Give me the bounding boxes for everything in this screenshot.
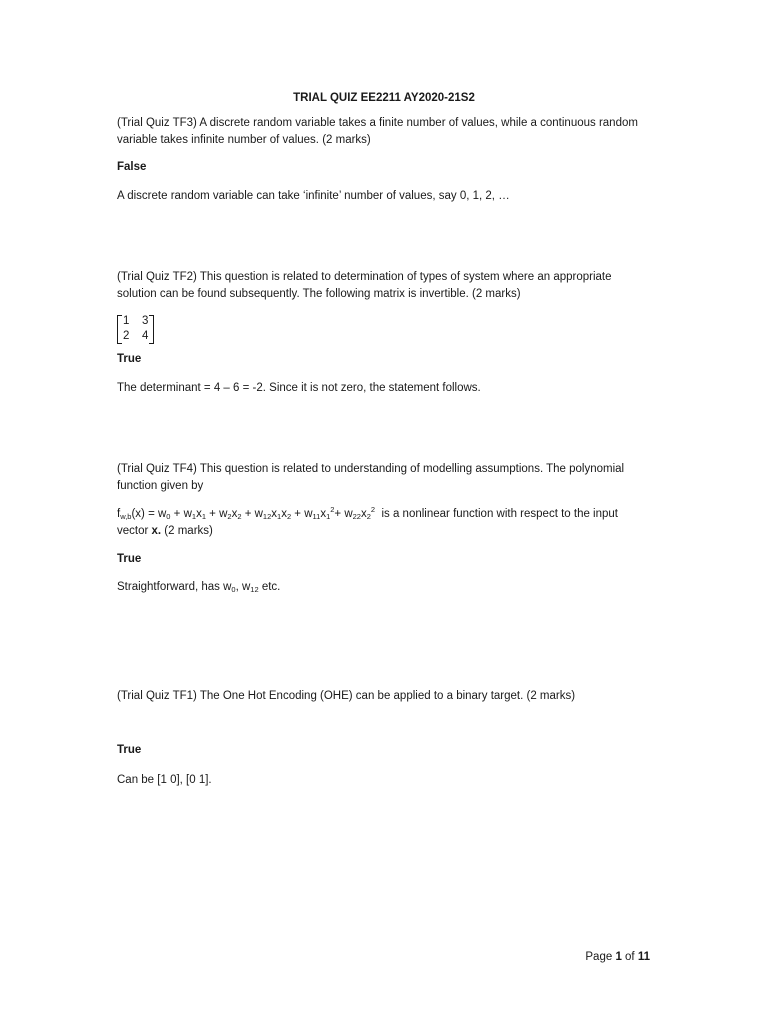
matrix-cell-r1c1: 1 <box>123 315 130 327</box>
question-tf2: (Trial Quiz TF2) This question is related to determination of types of system where an appropriate solution can be found subsequently. The following matrix is invertible. (2 marks) <box>117 271 612 300</box>
explanation-tf2: The determinant = 4 – 6 = -2. Since it is not zero, the statement follows. <box>117 382 481 394</box>
answer-tf1: True <box>117 744 142 756</box>
answer-tf2: True <box>117 353 142 365</box>
answer-tf3: False <box>117 161 147 173</box>
explanation-tf1: Can be [1 0], [0 1]. <box>117 774 212 786</box>
matrix-cell-r1c2: 3 <box>142 315 149 327</box>
matrix-left-bracket <box>117 315 122 344</box>
page-title: TRIAL QUIZ EE2211 AY2020-21S2 <box>293 92 475 104</box>
question-tf4: (Trial Quiz TF4) This question is related to understanding of modelling assumptions. The polynomial function given by <box>117 463 625 492</box>
matrix-cell-r2c2: 4 <box>142 330 149 342</box>
page-number: Page 1 of 11 <box>585 951 650 963</box>
explanation-tf3: A discrete random variable can take ‘infinite’ number of values, say 0, 1, 2, … <box>117 190 510 202</box>
explanation-tf4: Straightforward, has $w_0$, $w_{12}$ etc. <box>117 581 281 594</box>
question-tf1: (Trial Quiz TF1) The One Hot Encoding (OHE) can be applied to a binary target. (2 marks) <box>117 690 576 702</box>
matrix <box>117 314 157 344</box>
answer-tf4: True <box>117 553 142 565</box>
matrix-right-bracket <box>149 315 154 344</box>
formula-tf4: $f_{w,b}(x) = w_0 + w_1x_1 + w_2x_2 + w_{12}x_1x_2 + w_{11}x_1^2+ w_{22}x_2^2$ is a nonlinear function with respect to the input vector x. (2 marks) <box>117 505 622 537</box>
question-tf3: (Trial Quiz TF3) A discrete random variable takes a finite number of values, while a continuous random variable takes infinite number of values. (2 marks) <box>117 117 638 146</box>
matrix-cell-r2c1: 2 <box>123 330 130 342</box>
